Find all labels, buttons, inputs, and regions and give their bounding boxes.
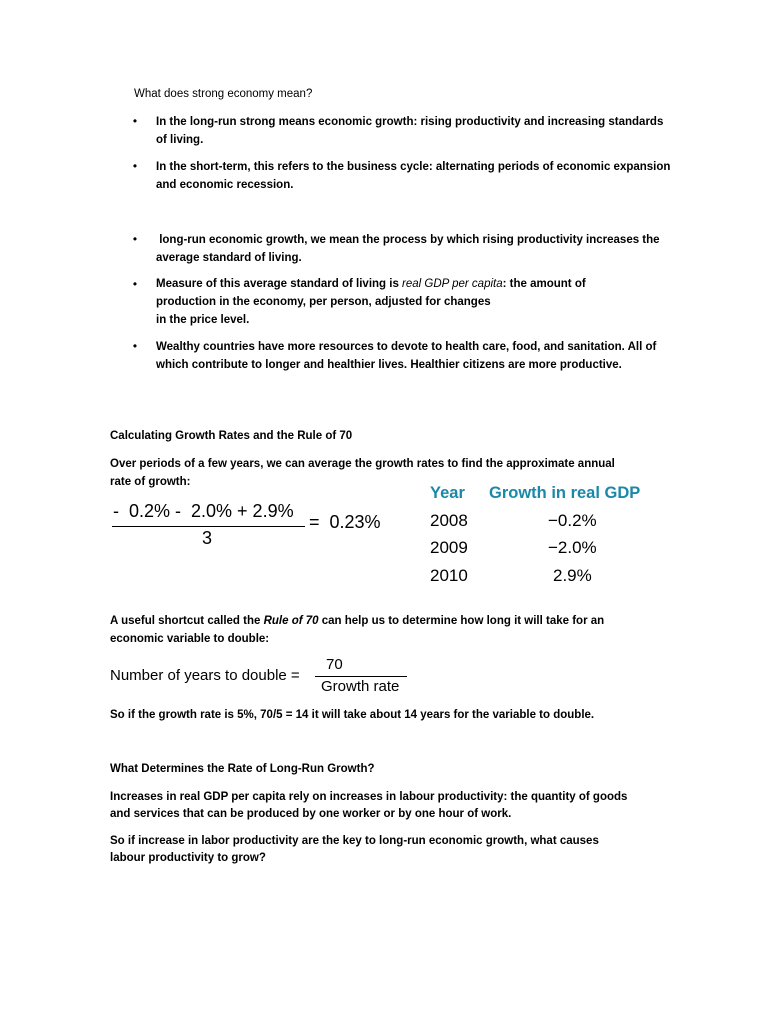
- bullet-rest-text: rising productivity and increasing standards of living.: [156, 116, 664, 146]
- bullet-bold-text: long-run economic growth: [156, 234, 305, 246]
- longrun-p1-line1: Increases in real GDP per capita rely on increases in labour productivity: the quantity of goods: [110, 791, 628, 803]
- rule70-italic-term: Rule of 70: [263, 615, 319, 627]
- bullet-gdp-per-capita-line3: in the price level.: [156, 314, 250, 326]
- table-cell-year: 2008: [430, 511, 468, 530]
- table-cell-value: −2.0%: [548, 538, 597, 557]
- bullet-text: : the amount of: [502, 278, 586, 290]
- bullet-gdp-per-capita-line2: production in the economy, per person, adjusted for changes: [156, 296, 491, 308]
- bullet-italic-term: real GDP per capita: [402, 278, 503, 290]
- question-title: What does strong economy mean?: [134, 88, 313, 100]
- section-title-growth-rates: Calculating Growth Rates and the Rule of 70: [110, 430, 353, 442]
- bullet-glyph: •: [132, 159, 138, 173]
- rule70-line2: economic variable to double:: [110, 633, 270, 645]
- growth-intro-line2: rate of growth:: [110, 476, 191, 488]
- bullet-text: Measure of this average standard of living is: [156, 278, 403, 290]
- rule70-formula: [110, 654, 430, 704]
- formula-result: = 0.23%: [309, 512, 381, 532]
- bullet-rest-text: alternating periods of economic expansion and economic recession.: [156, 161, 671, 191]
- table-header-year: Year: [430, 484, 465, 502]
- bullet-rest-text: , we mean the process by which rising productivity increases the average standard of living.: [156, 234, 660, 264]
- growth-intro-line1: Over periods of a few years, we can average the growth rates to find the approximate annual: [110, 458, 615, 470]
- table-header-growth: Growth in real GDP: [489, 484, 641, 502]
- table-cell-value: 2.9%: [553, 566, 592, 585]
- table-cell-value: −0.2%: [548, 511, 597, 530]
- rule70-formula-numerator: 70: [326, 656, 343, 673]
- bullet-bold-text: In the long-run strong means economic growth:: [156, 116, 418, 128]
- bullet-bold-text: In the short-term, this refers to the business cycle:: [156, 161, 433, 173]
- table-cell-year: 2009: [430, 538, 468, 557]
- bullet-glyph: •: [132, 114, 138, 128]
- longrun-p2-line2: labour productivity to grow?: [110, 852, 266, 864]
- table-cell-year: 2010: [430, 566, 468, 585]
- rule70-formula-denominator: Growth rate: [321, 678, 400, 695]
- rule70-text: A useful shortcut called the: [110, 615, 264, 627]
- formula-denominator: 3: [202, 528, 213, 548]
- bullet-short-term: [156, 158, 676, 194]
- rule70-text: can help us to determine how long it will take for an: [318, 615, 605, 627]
- formula-numerator: - 0.2% - 2.0% + 2.9%: [113, 501, 294, 521]
- bullet-glyph: •: [132, 277, 138, 291]
- longrun-p1-line2: and services that can be produced by one worker or by one hour of work.: [110, 808, 512, 820]
- section-title-long-run: What Determines the Rate of Long-Run Growth?: [110, 763, 375, 775]
- rule70-formula-label: Number of years to double =: [110, 667, 300, 684]
- bullet-glyph: •: [132, 232, 138, 246]
- bullet-glyph: •: [132, 339, 138, 353]
- growth-table: [425, 480, 665, 590]
- bullet-long-run: [156, 113, 676, 149]
- rule70-example: So if the growth rate is 5%, 70/5 = 14 it will take about 14 years for the variable to double.: [110, 709, 595, 721]
- longrun-p2-line1: So if increase in labor productivity are the key to long-run economic growth, what causes: [110, 835, 599, 847]
- rule70-fraction-bar: [315, 676, 407, 677]
- formula-fraction-bar: [112, 526, 305, 527]
- bullet-gdp-per-capita-line1: [156, 276, 586, 293]
- bullet-long-run-growth: [156, 231, 676, 267]
- bullet-wealthy-countries: Wealthy countries have more resources to devote to health care, food, and sanitation. All of which contribute to longer and healthier lives. Healthier citizens are more productive.: [156, 341, 657, 371]
- rule70-line1: [110, 613, 604, 630]
- average-formula: [110, 498, 410, 558]
